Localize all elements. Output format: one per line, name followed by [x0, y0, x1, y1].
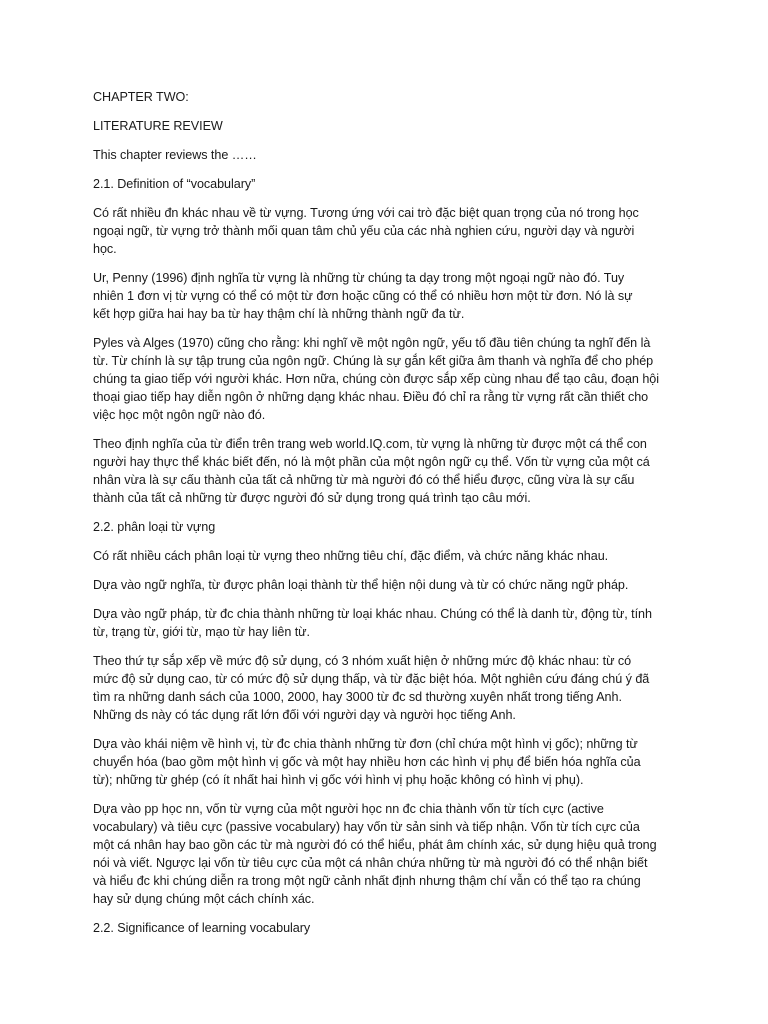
- paragraph-9: [93, 735, 693, 789]
- paragraph-line: một cá nhân hay bao gồn các từ mà người đó có thể hiểu, phát âm chính xác, sử dụng hiệu quả trong: [93, 838, 657, 852]
- paragraph-line: từ); những từ ghép (có ít nhất hai hình vị gốc với hình vị phụ hoặc không có hình vị phụ).: [93, 773, 584, 787]
- chapter-label: CHAPTER TWO:: [93, 90, 189, 104]
- document-page: [93, 88, 693, 948]
- paragraph-line: Dựa vào ngữ nghĩa, từ được phân loại thành từ thể hiện nội dung và từ có chức năng ngữ pháp.: [93, 578, 629, 592]
- paragraph-4: [93, 435, 693, 507]
- paragraph-line: chúng ta giao tiếp với người khác. Hơn nữa, chúng còn được sắp xếp cùng nhau để tạo câu, đoạn hội: [93, 372, 659, 386]
- paragraph-6: [93, 576, 693, 594]
- paragraph-2: [93, 269, 693, 323]
- paragraph-1: [93, 204, 693, 258]
- paragraph-line: tìm ra những danh sách của 1000, 2000, hay 3000 từ đc sd thường xuyên nhất trong tiếng Anh.: [93, 690, 622, 704]
- paragraph-line: Có rất nhiều cách phân loại từ vựng theo những tiêu chí, đặc điểm, và chức năng khác nhau.: [93, 549, 609, 563]
- heading-definition-vocabulary: 2.1. Definition of “vocabulary”: [93, 177, 256, 191]
- paragraph-line: Ur, Penny (1996) định nghĩa từ vựng là những từ chúng ta dạy trong một ngoại ngữ nào đó. Tuy: [93, 271, 625, 285]
- chapter-intro: This chapter reviews the ……: [93, 148, 257, 162]
- paragraph-line: mức độ sử dụng cao, từ có mức độ sử dụng thấp, và từ đặc biệt hóa. Một nghiên cứu đáng chú ý đã: [93, 672, 650, 686]
- paragraph-3: [93, 334, 693, 424]
- paragraph-line: thành của tất cả những từ được người đó sử dụng trong quá trình tạo câu mới.: [93, 491, 531, 505]
- paragraph-line: Có rất nhiều đn khác nhau về từ vựng. Tương ứng với cai trò đặc biệt quan trọng của nó trong học: [93, 206, 639, 220]
- paragraph-line: việc học một ngôn ngữ nào đó.: [93, 408, 266, 422]
- paragraph-line: vocabulary) và tiêu cực (passive vocabulary) hay vốn từ sản sinh và tiếp nhận. Vốn từ tích cực của: [93, 820, 640, 834]
- paragraph-line: chuyển hóa (bao gồm một hình vị gốc và một hay nhiều hơn các hình vị phụ để biến hóa nghĩa của: [93, 755, 641, 769]
- paragraph-8: [93, 652, 693, 724]
- paragraph-line: từ. Từ chính là sự tập trung của ngôn ngữ. Chúng là sự gắn kết giữa âm thanh và nghĩa để cho phép: [93, 354, 654, 368]
- paragraph-line: nói và viết. Ngược lại vốn từ tiêu cực của một cá nhân chứa những từ mà người đó có thể nhận biết: [93, 856, 648, 870]
- paragraph-line: người hay thực thể khác biết đến, nó là một phần của một ngôn ngữ cụ thể. Vốn từ vựng của một cá: [93, 455, 650, 469]
- paragraph-line: Theo thứ tự sắp xếp về mức độ sử dụng, có 3 nhóm xuất hiện ở những mức độ khác nhau: từ có: [93, 654, 632, 668]
- section-title: LITERATURE REVIEW: [93, 119, 223, 133]
- paragraph-line: nhân vừa là sự cấu thành của tất cả những từ mà người đó có thể hiểu được, cũng vừa là sự cấu: [93, 473, 635, 487]
- paragraph-line: Dựa vào ngữ pháp, từ đc chia thành những từ loại khác nhau. Chúng có thể là danh từ, động từ, tính: [93, 607, 652, 621]
- paragraph-line: ngoại ngữ, từ vựng trở thành mối quan tâm chủ yếu của các nhà nghien cứu, người dạy và người: [93, 224, 635, 238]
- paragraph-10: [93, 800, 693, 908]
- paragraph-line: Những ds này có tác dụng rất lớn đối với người dạy và người học tiếng Anh.: [93, 708, 516, 722]
- paragraph-line: hay sử dụng chúng một cách chính xác.: [93, 892, 315, 906]
- paragraph-line: và hiểu đc khi chúng diễn ra trong một ngữ cảnh nhất định nhưng thậm chí vẫn có thể tạo ra chúng: [93, 874, 641, 888]
- paragraph-line: nhiên 1 đơn vị từ vựng có thể có một từ đơn hoặc cũng có thể có nhiều hơn một từ đơn. Nó là sự: [93, 289, 633, 303]
- heading-vocabulary-classification: 2.2. phân loại từ vựng: [93, 520, 216, 534]
- heading-significance-vocabulary: 2.2. Significance of learning vocabulary: [93, 921, 311, 935]
- paragraph-line: kết hợp giữa hai hay ba từ hay thậm chí là những thành ngữ đa từ.: [93, 307, 465, 321]
- paragraph-line: học.: [93, 242, 117, 256]
- paragraph-line: Theo định nghĩa của từ điển trên trang web world.IQ.com, từ vựng là những từ được một cá thể con: [93, 437, 647, 451]
- paragraph-line: Dựa vào khái niệm về hình vị, từ đc chia thành những từ đơn (chỉ chứa một hình vị gốc); những từ: [93, 737, 638, 751]
- paragraph-5: [93, 547, 693, 565]
- paragraph-line: Pyles và Alges (1970) cũng cho rằng: khi nghĩ về một ngôn ngữ, yếu tố đầu tiên chúng ta nghĩ đến là: [93, 336, 651, 350]
- paragraph-line: thoại giao tiếp hay diễn ngôn ở những dạng khác nhau. Điều đó chỉ ra rằng từ vựng rất cần thiết cho: [93, 390, 649, 404]
- paragraph-line: từ, trạng từ, giới từ, mạo từ hay liên từ.: [93, 625, 311, 639]
- paragraph-7: [93, 605, 693, 641]
- paragraph-line: Dựa vào pp học nn, vốn từ vựng của một người học nn đc chia thành vốn từ tích cực (active: [93, 802, 604, 816]
